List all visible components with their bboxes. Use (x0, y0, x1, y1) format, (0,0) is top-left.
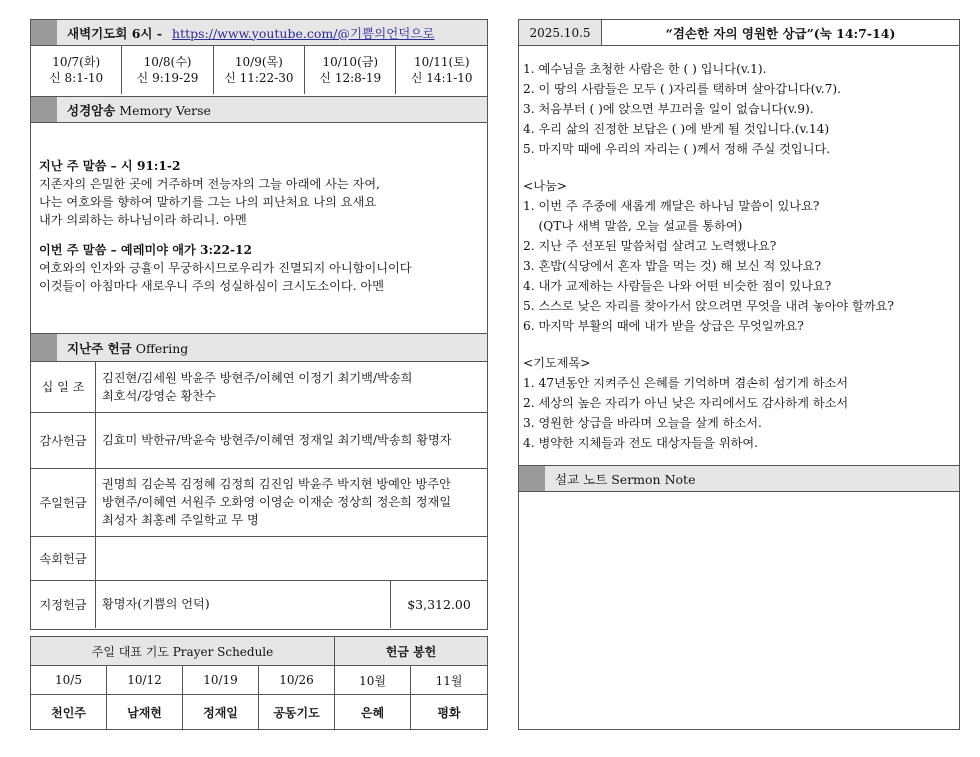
offering-table (31, 362, 487, 628)
sermon-note-title: 설교 노트 Sermon Note (555, 471, 696, 487)
share-item: 6. 마지막 부활의 때에 내가 받을 상급은 무엇일까요? (523, 319, 804, 333)
last-week-verse-heading: 지난 주 말씀 – 시 91:1-2 (39, 159, 181, 173)
schedule-cell: 10/11(토) 신 14:1-10 (396, 46, 487, 94)
prayer-schedule-table (30, 636, 488, 730)
prayer-topic: 3. 영원한 상급을 바라며 오늘을 살게 하소서. (523, 416, 762, 430)
prayer-date: 10/26 (259, 666, 335, 695)
sermon-title: “겸손한 자의 영원한 상급”(눅 14:7-14) (665, 25, 896, 41)
share-item: (QT나 새벽 말씀, 오늘 설교를 통하여) (523, 219, 743, 233)
prayer-topic: 1. 47년동안 지켜주신 은혜를 기억하며 겸손히 섬기게 하소서 (523, 376, 849, 390)
share-item: 3. 혼밥(식당에서 혼자 밥을 먹는 것) 해 보신 적 있나요? (523, 259, 822, 273)
verse-line: 지존자의 은밀한 곳에 거주하며 전능자의 그늘 아래에 사는 자여, (39, 177, 380, 191)
youtube-link[interactable]: https://www.youtube.com/@기쁨의언덕으로 (172, 25, 435, 41)
thanks-offering-names: 김효미 박한규/박윤숙 방현주/이혜연 정재일 최기백/박송희 황명자 (96, 412, 488, 468)
offer-month: 11월 (411, 666, 488, 695)
sermon-question: 2. 이 땅의 사람들은 모두 ( )자리를 택하며 살아갑니다(v.7). (523, 82, 842, 96)
prayer-date: 10/19 (183, 666, 259, 695)
tithe-names: 김진현/김세원 박윤주 방현주/이혜연 이정기 최기백/박송희 최호석/강영순 황찬수 (96, 362, 488, 412)
share-item: 2. 지난 주 선포된 말씀처럼 살려고 노력했나요? (523, 239, 777, 253)
thanks-offering-label: 감사헌금 (31, 412, 96, 468)
sermon-question: 1. 예수님을 초청한 사람은 한 ( ) 입니다(v.1). (523, 62, 767, 76)
memory-verse-title-ko: 성경암송 (67, 102, 116, 118)
sunday-offering-label: 주일헌금 (31, 468, 96, 536)
prayer-schedule-title: 주일 대표 기도 Prayer Schedule (31, 637, 335, 666)
memory-verse-title-en: Memory Verse (119, 102, 211, 118)
offer-service-title: 헌금 봉헌 (335, 637, 488, 666)
sunday-offering-names: 권명희 김순복 김정혜 김정희 김진임 박윤주 박지현 방예안 방주안 방현주/이혜연 서원주 오화영 이영순 이재순 정상희 정은희 정재일 최성자 최홍례 주일학교 무 명 (96, 468, 488, 536)
share-heading: <나눔> (523, 179, 567, 193)
verse-line: 내가 의뢰하는 하나님이라 하리니. 아멘 (39, 213, 247, 227)
offering-box (30, 334, 488, 630)
schedule-cell: 10/9(목) 신 11:22-30 (213, 46, 304, 94)
sermon-date: 2025.10.5 (519, 20, 602, 45)
sermon-note-area[interactable] (519, 492, 959, 728)
share-item: 5. 스스로 낮은 자리를 찾아가서 앉으려면 무엇을 내려 놓아야 할까요? (523, 299, 894, 313)
schedule-cell: 10/8(수) 신 9:19-29 (122, 46, 213, 94)
prayer-topic: 4. 병약한 지체들과 전도 대상자들을 위하여. (523, 436, 759, 450)
sermon-note-header (519, 466, 959, 492)
verse-line: 이것들이 아침마다 새로우니 주의 성실하심이 크시도소이다. 아멘 (39, 279, 384, 293)
designated-offering-label: 지정헌금 (31, 580, 96, 628)
prayer-date: 10/12 (107, 666, 183, 695)
designated-offering-names: 황명자(기쁨의 언덕) (96, 580, 391, 628)
sermon-header (519, 20, 959, 46)
tithe-label: 십 일 조 (31, 362, 96, 412)
prayer-leader: 정재일 (183, 695, 259, 730)
schedule-cell: 10/10(금) 신 12:8-19 (305, 46, 396, 94)
prayer-date: 10/5 (31, 666, 107, 695)
schedule-cell: 10/7(화) 신 8:1-10 (31, 46, 122, 94)
memory-verse-box (30, 97, 488, 334)
designated-offering-amount: $3,312.00 (391, 580, 488, 628)
prayer-leader: 공동기도 (259, 695, 335, 730)
sermon-question: 5. 마지막 때에 우리의 자리는 ( )께서 정해 주실 것입니다. (523, 142, 831, 156)
offer-name: 은혜 (335, 695, 411, 730)
cell-offering-names (96, 536, 488, 580)
verse-line: 나는 여호와를 향하여 말하기를 그는 나의 피난처요 나의 요새요 (39, 195, 377, 209)
prayer-topics-heading: <기도제목> (523, 356, 591, 370)
verse-line: 여호와의 인자와 긍휼이 무궁하시므로우리가 진멸되지 아니함이니이다 (39, 261, 412, 275)
share-item: 4. 내가 교제하는 사람들은 나와 어떤 비슷한 점이 있나요? (523, 279, 832, 293)
sermon-question: 3. 처음부터 ( )에 앉으면 부끄러울 일이 없습니다(v.9). (523, 102, 814, 116)
prayer-topic: 2. 세상의 높은 자리가 아닌 낮은 자리에서도 감사하게 하소서 (523, 396, 849, 410)
offer-month: 10월 (335, 666, 411, 695)
memory-verse-header (31, 97, 487, 123)
share-item: 1. 이번 주 주중에 새롭게 깨달은 하나님 말씀이 있나요? (523, 199, 820, 213)
offer-name: 평화 (411, 695, 488, 730)
offering-title-en: Offering (135, 340, 189, 356)
this-week-verse-heading: 이번 주 말씀 – 예레미야 애가 3:22-12 (39, 243, 253, 257)
dawn-prayer-header (31, 20, 487, 46)
dawn-schedule-table (31, 46, 487, 94)
prayer-leader: 천인주 (31, 695, 107, 730)
sermon-note-box (518, 466, 960, 730)
cell-offering-label: 속회헌금 (31, 536, 96, 580)
sermon-question: 4. 우리 삶의 진정한 보답은 ( )에 받게 될 것입니다.(v.14) (523, 122, 830, 136)
sermon-box (518, 19, 960, 466)
offering-title-ko: 지난주 헌금 (67, 340, 132, 356)
offering-header (31, 334, 487, 362)
dawn-prayer-box (30, 19, 488, 97)
dawn-prayer-label: 새벽기도회 6시 - (67, 25, 163, 41)
prayer-leader: 남재현 (107, 695, 183, 730)
